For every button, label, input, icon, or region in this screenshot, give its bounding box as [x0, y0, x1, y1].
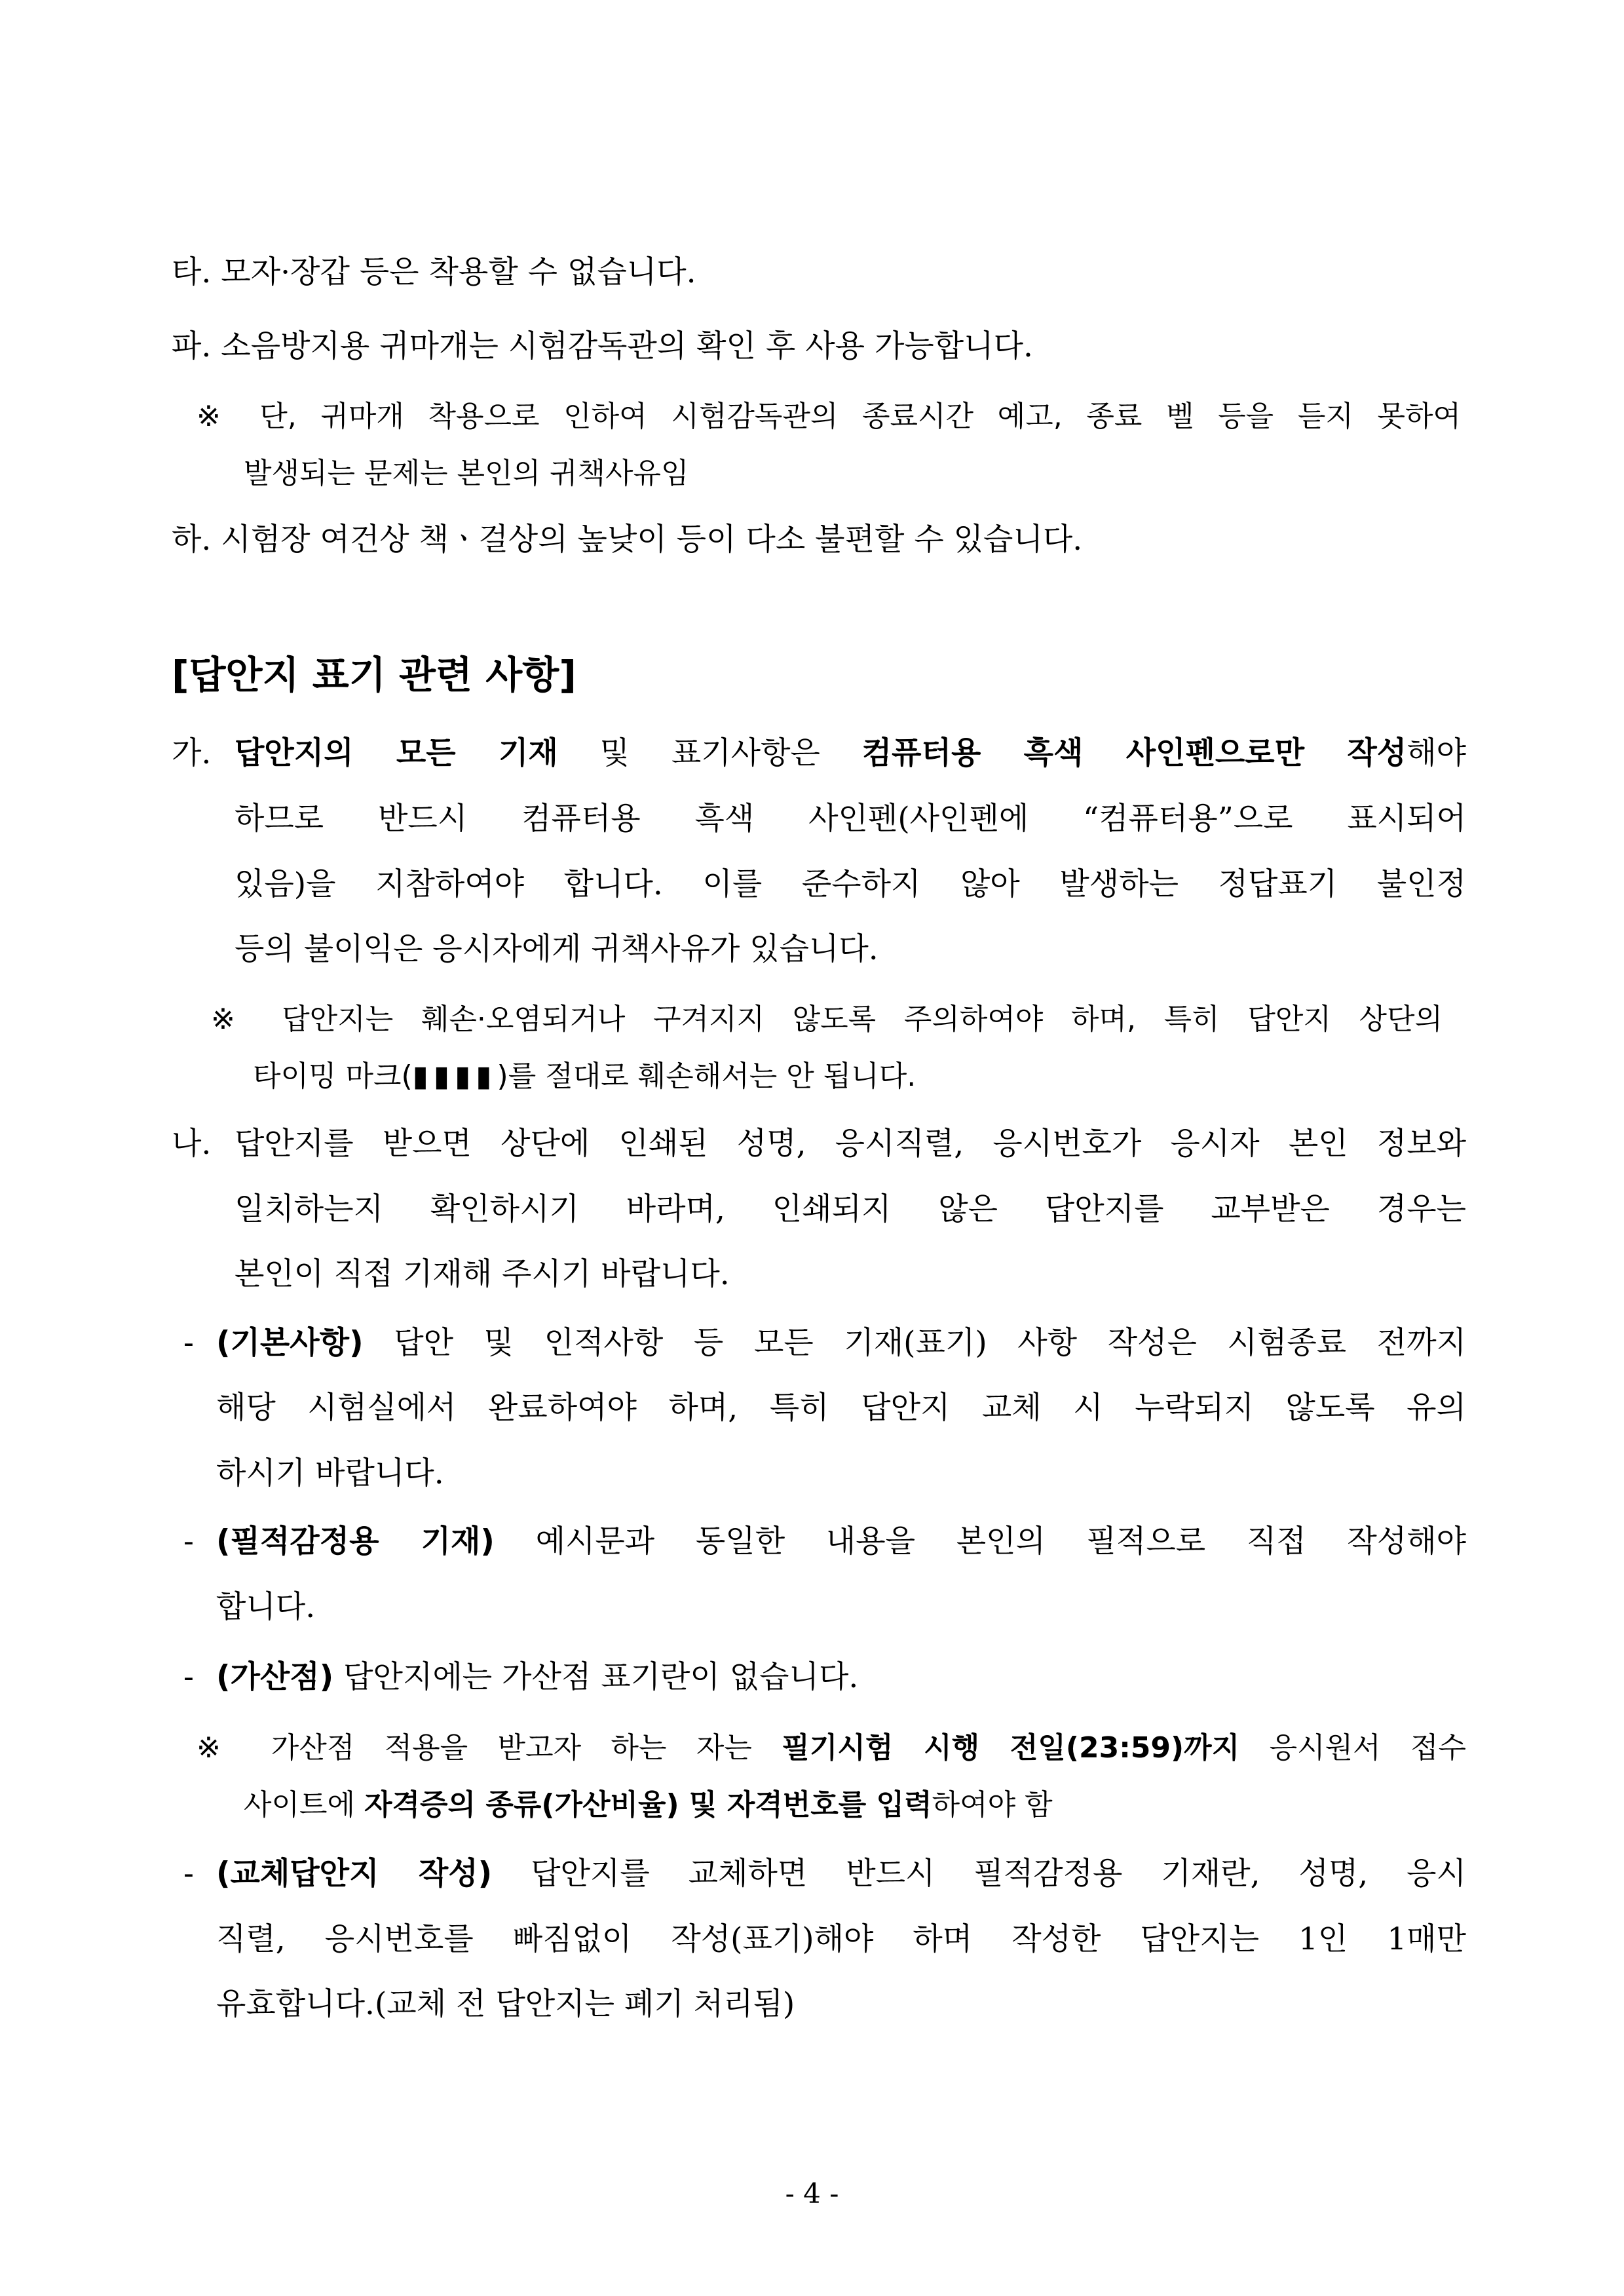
bonus-line1	[216, 1659, 858, 1696]
ga-text-2: 해야	[1407, 735, 1466, 771]
item-text: 시험장 여건상 책ㆍ걸상의 높낮이 등이 다소 불편할 수 있습니다.	[221, 522, 1083, 558]
ga-marker: 가.	[172, 735, 212, 771]
ga-note-line2	[253, 1058, 916, 1095]
ga-bold-2: 컴퓨터용 흑색 사인펜으로만 작성	[861, 735, 1407, 771]
bonus-note-line1	[197, 1730, 1466, 1767]
handwriting-line1	[216, 1523, 1466, 1560]
item-text: 모자·장갑 등은 착용할 수 없습니다.	[221, 254, 696, 290]
bonus-note-line2	[244, 1787, 1053, 1824]
ga-line3: 있음)을 지참하여야 합니다. 이를 준수하지 않아 발생하는 정답표기 불인정	[235, 866, 1466, 902]
handwriting-label: (필적감정용 기재)	[216, 1523, 495, 1559]
section-title: [답안지 표기 관련 사항]	[172, 653, 576, 697]
bonus-text: 답안지에는 가산점 표기란이 없습니다.	[333, 1659, 859, 1695]
ga-line2: 하므로 반드시 컴퓨터용 흑색 사인펜(사인펜에 “컴퓨터용”으로 표시되어	[235, 801, 1466, 837]
na-marker: 나.	[172, 1126, 212, 1162]
bonus-note-text-b: 응시원서 접수	[1239, 1731, 1467, 1765]
basic-line3: 하시기 바랍니다.	[216, 1455, 444, 1491]
ga-note-text-a: 타이밍 마크(	[253, 1060, 413, 1093]
na-line2: 일치하는지 확인하시기 바라며, 인쇄되지 않은 답안지를 교부받은 경우는	[235, 1191, 1466, 1227]
note-earplug-line1: ※ 단, 귀마개 착용으로 인하여 시험감독관의 종료시간 예고, 종료 벨 등을 듣지 못하여	[197, 400, 1461, 433]
item-marker: 타.	[172, 254, 212, 290]
replace-line3: 유효합니다.(교체 전 답안지는 폐기 처리됨)	[216, 1986, 795, 2022]
item-marker: 파.	[172, 328, 212, 364]
item-text: 소음방지용 귀마개는 시험감독관의 확인 후 사용 가능합니다.	[221, 328, 1033, 364]
ga-note-line1: ※ 답안지는 훼손·오염되거나 구겨지지 않도록 주의하여야 하며, 특히 답안지 상단의	[211, 1003, 1443, 1036]
replace-line1	[216, 1856, 1466, 1892]
basic-label: (기본사항)	[216, 1325, 364, 1361]
timing-mark-icon: ▮▮▮▮	[412, 1060, 497, 1093]
replace-line2: 직렬, 응시번호를 빠짐없이 작성(표기)해야 하며 작성한 답안지는 1인 1매만	[216, 1921, 1466, 1957]
bonus-label: (가산점)	[216, 1659, 334, 1695]
ga-note-text-b: )를 절대로 훼손해서는 안 됩니다.	[497, 1060, 916, 1093]
ga-line1	[235, 735, 1466, 772]
item-pa	[172, 328, 1033, 365]
page-number: - 4 -	[785, 2177, 839, 2210]
bonus-dash: -	[183, 1659, 194, 1695]
bonus-note-text-a: ※ 가산점 적용을 받고자 하는 자는	[197, 1731, 782, 1765]
basic-dash: -	[183, 1325, 194, 1361]
note-earplug-line2: 발생되는 문제는 본인의 귀책사유임	[244, 457, 689, 490]
replace-label: (교체답안지 작성)	[216, 1856, 493, 1892]
basic-text: 답안 및 인적사항 등 모든 기재(표기) 사항 작성은 시험종료 전까지	[363, 1325, 1466, 1361]
item-ha	[172, 522, 1082, 558]
item-ta	[172, 254, 696, 291]
bonus-note-text-c: 사이트에	[244, 1788, 365, 1822]
basic-line1	[216, 1325, 1466, 1362]
handwriting-line2: 합니다.	[216, 1589, 316, 1625]
bonus-note-bold-b: 자격증의 종류(가산비율) 및 자격번호를 입력	[364, 1788, 932, 1822]
na-line3: 본인이 직접 기재해 주시기 바랍니다.	[235, 1256, 730, 1292]
handwriting-dash: -	[183, 1523, 194, 1559]
ga-line4: 등의 불이익은 응시자에게 귀책사유가 있습니다.	[235, 931, 878, 967]
handwriting-text: 예시문과 동일한 내용을 본인의 필적으로 직접 작성해야	[494, 1523, 1467, 1559]
basic-line2: 해당 시험실에서 완료하여야 하며, 특히 답안지 교체 시 누락되지 않도록 유의	[216, 1390, 1466, 1426]
bonus-note-bold-a: 필기시험 시행 전일(23:59)까지	[782, 1731, 1240, 1765]
ga-bold-1: 답안지의 모든 기재	[235, 735, 558, 771]
item-marker: 하.	[172, 522, 212, 558]
na-line1: 답안지를 받으면 상단에 인쇄된 성명, 응시직렬, 응시번호가 응시자 본인 정보와	[235, 1126, 1466, 1162]
replace-dash: -	[183, 1856, 194, 1892]
replace-text: 답안지를 교체하면 반드시 필적감정용 기재란, 성명, 응시	[492, 1856, 1466, 1892]
ga-text-1: 및 표기사항은	[557, 735, 862, 771]
bonus-note-text-d: 하여야 함	[932, 1788, 1053, 1822]
